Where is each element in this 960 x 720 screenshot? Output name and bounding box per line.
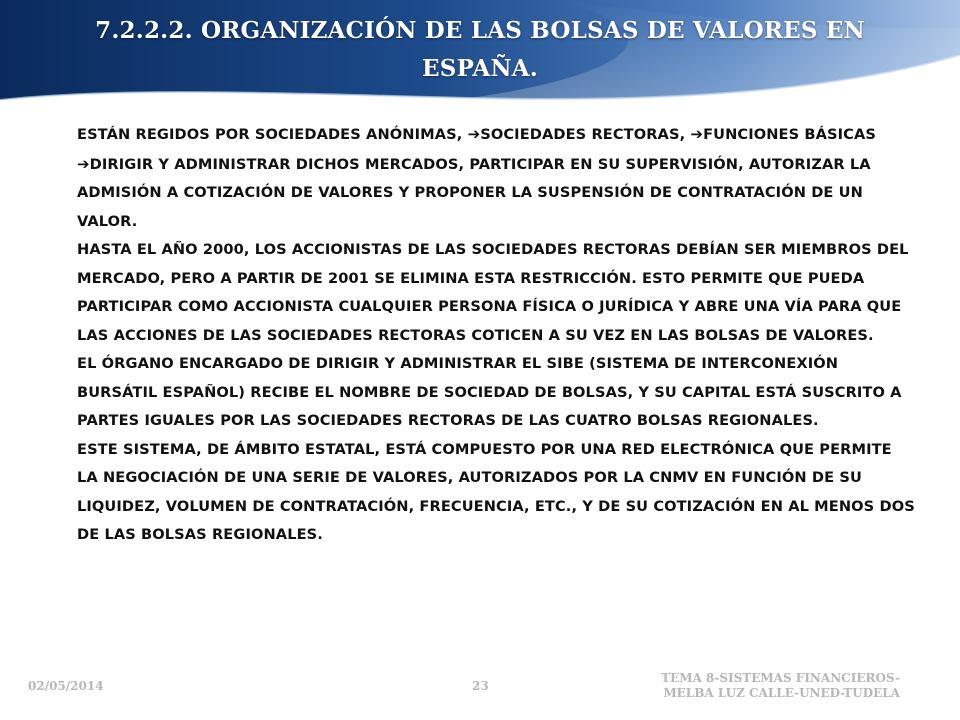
footer-date: 02/05/2014 — [28, 679, 104, 693]
paragraph-sistema: ESTE SISTEMA, DE ÁMBITO ESTATAL, ESTÁ COMPUESTO POR UNA RED ELECTRÓNICA QUE PERMITE LA NEGOCIACIÓN DE UNA SERIE DE VALORES, AUTORIZADOS POR LA CNMV EN FUNCIÓN DE SU LIQUIDEZ, VOLUMEN DE CONTRATACIÓN, FRECUENCIA, ETC., Y DE SU COTIZACIÓN EN AL MENOS DOS DE LAS BOLSAS REGIONALES. — [77, 440, 915, 543]
slide-body — [77, 120, 915, 550]
paragraph-text: ESTÁN REGIDOS POR SOCIEDADES ANÓNIMAS, — [77, 126, 468, 143]
arrow-right-icon: ➔ — [77, 154, 90, 173]
arrow-right-icon: ➔ — [467, 125, 481, 143]
slide-title: 7.2.2.2. ORGANIZACIÓN DE LAS BOLSAS DE VALORES EN ESPAÑA. — [95, 17, 865, 82]
arrow-right-icon: ➔ — [690, 125, 704, 143]
paragraph-text: FUNCIONES BÁSICAS — [703, 126, 876, 143]
paragraph-sibe: EL ÓRGANO ENCARGADO DE DIRIGIR Y ADMINISTRAR EL SIBE (SISTEMA DE INTERCONEXIÓN BURSÁTIL ESPAÑOL) RECIBE EL NOMBRE DE SOCIEDAD DE BOLSAS, Y SU CAPITAL ESTÁ SUSCRITO A PARTES IGUALES POR LAS SOCIEDADES RECTORAS DE LAS CUATRO BOLSAS REGIONALES. — [77, 355, 902, 429]
paragraph-sociedades — [77, 120, 915, 236]
footer-page-number: 23 — [472, 679, 489, 693]
paragraph-text: DIRIGIR Y ADMINISTRAR DICHOS MERCADOS, PARTICIPAR EN SU SUPERVISIÓN, AUTORIZAR LA ADMISIÓN A COTIZACIÓN DE VALORES Y PROPONER LA SUSPENSIÓN DE CONTRATACIÓN DE UN VALOR. — [77, 155, 871, 230]
footer-author — [600, 671, 900, 701]
paragraph-accionistas: HASTA EL AÑO 2000, LOS ACCIONISTAS DE LAS SOCIEDADES RECTORAS DEBÍAN SER MIEMBROS DEL MERCADO, PERO A PARTIR DE 2001 SE ELIMINA ESTA RESTRICCIÓN. ESTO PERMITE QUE PUEDA PARTICIPAR COMO ACCIONISTA CUALQUIER PERSONA FÍSICA O JURÍDICA Y ABRE UNA VÍA PARA QUE LAS ACCIONES DE LAS SOCIEDADES RECTORAS COTICEN A SU VEZ EN LAS BOLSAS DE VALORES. — [77, 241, 909, 344]
paragraph-text: SOCIEDADES RECTORAS, — [480, 126, 691, 143]
footer-author-line: TEMA 8-SISTEMAS FINANCIEROS- — [661, 671, 900, 685]
footer-author-line: MELBA LUZ CALLE-UNED-TUDELA — [663, 686, 900, 700]
